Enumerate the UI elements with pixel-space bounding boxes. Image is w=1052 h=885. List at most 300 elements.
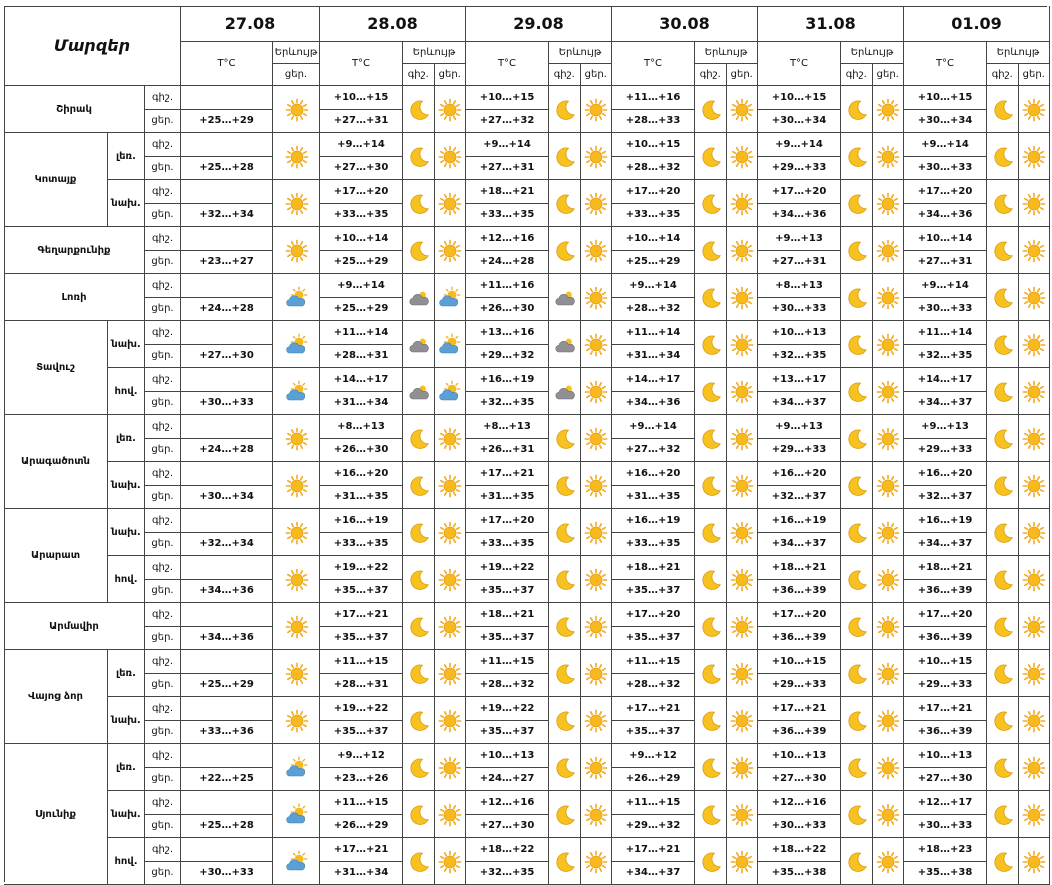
moon-icon [407, 756, 431, 780]
night-temp: +8…+13 [758, 274, 841, 298]
night-temp: +16…+19 [904, 509, 987, 533]
moon-icon [407, 803, 431, 827]
day-temp: +25…+29 [320, 298, 403, 322]
moon-icon [845, 192, 869, 216]
sub-zone-label: նախ. [108, 180, 145, 227]
moon-icon [553, 192, 577, 216]
night-temp [181, 650, 273, 674]
night-label: գիշ. [145, 321, 181, 345]
day-label: ցեր. [145, 392, 181, 416]
sun-icon [730, 662, 754, 686]
day-temp: +30…+33 [758, 298, 841, 322]
region-name: Սյունիք [4, 744, 108, 885]
sun-icon [876, 662, 900, 686]
night-temp: +17…+21 [904, 697, 987, 721]
day-temp: +31…+35 [466, 486, 549, 510]
date-header: 29.08 [466, 6, 612, 42]
sun-icon [876, 98, 900, 122]
moon-icon [407, 427, 431, 451]
day-label: ցեր. [273, 64, 320, 86]
sun-icon [1022, 145, 1046, 169]
sun-icon [730, 333, 754, 357]
night-temp: +13…+16 [466, 321, 549, 345]
sun-icon [730, 286, 754, 310]
moon-icon [407, 521, 431, 545]
day-temp: +35…+37 [320, 580, 403, 604]
day-label: ցեր. [873, 64, 905, 86]
sub-zone-label: նախ. [108, 462, 145, 509]
night-temp: +16…+20 [612, 462, 695, 486]
night-temp: +9…+14 [904, 133, 987, 157]
day-label: ցեր. [145, 486, 181, 510]
sun-icon [438, 98, 462, 122]
sun-icon [1022, 98, 1046, 122]
region-name: Արագածոտն [4, 415, 108, 509]
night-temp: +9…+14 [466, 133, 549, 157]
moon-icon [407, 145, 431, 169]
night-temp: +10…+14 [612, 227, 695, 251]
temp-header: T°C [612, 42, 695, 86]
day-temp: +30…+33 [904, 298, 987, 322]
moon-icon [553, 709, 577, 733]
moon-icon [699, 474, 723, 498]
sub-zone-label: հով. [108, 368, 145, 415]
partly-cloudy-icon [285, 803, 309, 827]
night-temp: +17…+20 [466, 509, 549, 533]
night-temp: +19…+22 [466, 697, 549, 721]
night-temp: +9…+14 [320, 133, 403, 157]
night-temp: +10…+15 [466, 86, 549, 110]
temp-header: T°C [758, 42, 841, 86]
moon-icon [991, 192, 1015, 216]
day-temp: +27…+32 [466, 110, 549, 134]
cloud-icon [553, 333, 577, 357]
sub-zone-label: նախ. [108, 697, 145, 744]
day-temp: +33…+35 [612, 533, 695, 557]
day-temp: +26…+29 [320, 815, 403, 839]
moon-icon [553, 521, 577, 545]
day-label: ցեր. [145, 157, 181, 181]
night-label: գիշ. [145, 791, 181, 815]
sun-icon [285, 709, 309, 733]
day-temp: +29…+33 [758, 439, 841, 463]
day-temp: +31…+35 [612, 486, 695, 510]
moon-icon [845, 286, 869, 310]
sub-zone-label: նախ. [108, 509, 145, 556]
night-temp: +10…+15 [612, 133, 695, 157]
temp-header: T°C [466, 42, 549, 86]
moon-icon [553, 145, 577, 169]
sun-icon [584, 380, 608, 404]
night-label: գիշ. [145, 462, 181, 486]
day-temp: +35…+37 [612, 627, 695, 651]
night-temp: +12…+17 [904, 791, 987, 815]
sub-zone-label: լեռ. [108, 133, 145, 180]
sun-icon [438, 192, 462, 216]
sun-icon [584, 521, 608, 545]
sun-icon [730, 756, 754, 780]
moon-icon [699, 803, 723, 827]
day-temp: +35…+38 [758, 862, 841, 885]
night-temp: +9…+14 [758, 133, 841, 157]
night-temp [181, 744, 273, 768]
day-temp: +30…+34 [758, 110, 841, 134]
sun-icon [285, 98, 309, 122]
night-temp: +11…+15 [320, 650, 403, 674]
sun-icon [438, 145, 462, 169]
night-temp: +13…+17 [758, 368, 841, 392]
sun-icon [730, 568, 754, 592]
region-name: Գեղարքունիք [4, 227, 145, 274]
moon-icon [845, 380, 869, 404]
sun-icon [876, 615, 900, 639]
moon-icon [991, 568, 1015, 592]
day-temp: +33…+35 [320, 533, 403, 557]
night-temp: +16…+19 [612, 509, 695, 533]
day-temp: +32…+35 [466, 862, 549, 885]
day-label: ցեր. [145, 768, 181, 792]
date-header: 30.08 [612, 6, 758, 42]
day-temp: +32…+37 [904, 486, 987, 510]
sun-icon [438, 239, 462, 263]
moon-icon [845, 145, 869, 169]
day-temp: +28…+32 [612, 157, 695, 181]
night-temp: +11…+15 [466, 650, 549, 674]
partly-cloudy-icon [285, 850, 309, 874]
moon-icon [845, 709, 869, 733]
moon-icon [699, 98, 723, 122]
day-temp: +36…+39 [904, 721, 987, 745]
sun-icon [584, 568, 608, 592]
day-temp: +25…+28 [181, 815, 273, 839]
moon-icon [699, 192, 723, 216]
night-temp [181, 462, 273, 486]
sun-icon [876, 709, 900, 733]
day-temp: +36…+39 [758, 580, 841, 604]
night-temp [181, 368, 273, 392]
day-temp: +29…+32 [612, 815, 695, 839]
moon-icon [845, 615, 869, 639]
moon-icon [553, 98, 577, 122]
day-temp: +33…+35 [466, 533, 549, 557]
sun-icon [1022, 239, 1046, 263]
moon-icon [991, 615, 1015, 639]
moon-icon [991, 380, 1015, 404]
moon-icon [845, 333, 869, 357]
day-temp: +24…+28 [466, 251, 549, 275]
night-temp: +10…+13 [758, 744, 841, 768]
night-label: գիշ. [145, 509, 181, 533]
sun-icon [730, 145, 754, 169]
moon-icon [407, 239, 431, 263]
sun-icon [584, 192, 608, 216]
sun-icon [876, 286, 900, 310]
moon-icon [845, 756, 869, 780]
night-label: գիշ. [145, 180, 181, 204]
day-temp: +30…+33 [904, 815, 987, 839]
moon-icon [699, 333, 723, 357]
weather-header: Երևույթ [273, 42, 320, 64]
moon-icon [991, 474, 1015, 498]
day-temp: +23…+26 [320, 768, 403, 792]
night-temp: +10…+13 [466, 744, 549, 768]
day-temp: +36…+39 [758, 721, 841, 745]
night-temp: +18…+21 [904, 556, 987, 580]
day-temp: +32…+37 [758, 486, 841, 510]
day-temp: +24…+27 [466, 768, 549, 792]
night-temp: +9…+13 [758, 415, 841, 439]
sun-icon [876, 474, 900, 498]
day-temp: +34…+37 [758, 533, 841, 557]
sun-icon [438, 756, 462, 780]
night-temp [181, 838, 273, 862]
day-temp: +32…+34 [181, 204, 273, 228]
day-temp: +35…+37 [466, 627, 549, 651]
night-label: գիշ. [145, 133, 181, 157]
day-temp: +26…+30 [320, 439, 403, 463]
sun-icon [438, 615, 462, 639]
night-temp: +10…+14 [904, 227, 987, 251]
day-temp: +25…+28 [181, 157, 273, 181]
day-label: ցեր. [145, 345, 181, 369]
cloud-icon [407, 380, 431, 404]
sun-icon [876, 427, 900, 451]
day-temp: +34…+36 [181, 580, 273, 604]
day-temp: +35…+37 [320, 627, 403, 651]
region-name: Լոռի [4, 274, 145, 321]
day-label: ցեր. [145, 815, 181, 839]
page-title: Մարզեր [4, 6, 181, 86]
moon-icon [407, 474, 431, 498]
day-temp: +27…+31 [466, 157, 549, 181]
cloud-icon [553, 380, 577, 404]
moon-icon [699, 521, 723, 545]
night-temp: +8…+13 [466, 415, 549, 439]
day-temp: +35…+37 [612, 721, 695, 745]
night-temp: +18…+23 [904, 838, 987, 862]
moon-icon [845, 239, 869, 263]
day-temp: +27…+32 [612, 439, 695, 463]
night-label: գիշ. [145, 697, 181, 721]
sun-icon [730, 98, 754, 122]
moon-icon [845, 568, 869, 592]
sun-icon [285, 521, 309, 545]
night-temp: +11…+15 [320, 791, 403, 815]
moon-icon [699, 380, 723, 404]
night-temp: +11…+16 [612, 86, 695, 110]
region-name: Տավուշ [4, 321, 108, 415]
partly-cloudy-icon [285, 286, 309, 310]
night-temp: +10…+15 [320, 86, 403, 110]
night-temp: +17…+20 [758, 603, 841, 627]
day-temp: +34…+37 [904, 533, 987, 557]
day-temp: +27…+30 [181, 345, 273, 369]
date-header: 27.08 [181, 6, 320, 42]
night-temp: +10…+15 [758, 650, 841, 674]
day-temp: +35…+37 [466, 580, 549, 604]
temp-header: T°C [181, 42, 273, 86]
day-temp: +29…+33 [758, 674, 841, 698]
day-temp: +24…+28 [181, 298, 273, 322]
sun-icon [876, 850, 900, 874]
day-temp: +30…+33 [181, 862, 273, 885]
sun-icon [438, 850, 462, 874]
sun-icon [584, 239, 608, 263]
moon-icon [991, 521, 1015, 545]
moon-icon [845, 521, 869, 545]
night-temp: +19…+22 [320, 697, 403, 721]
night-temp: +17…+21 [320, 838, 403, 862]
sun-icon [438, 521, 462, 545]
sun-icon [730, 615, 754, 639]
day-temp: +29…+33 [904, 674, 987, 698]
moon-icon [699, 568, 723, 592]
moon-icon [553, 474, 577, 498]
sun-icon [285, 239, 309, 263]
sun-icon [285, 427, 309, 451]
moon-icon [991, 98, 1015, 122]
day-temp: +32…+35 [466, 392, 549, 416]
night-temp: +17…+21 [612, 838, 695, 862]
night-label: գիշ. [695, 64, 727, 86]
night-temp: +17…+21 [612, 697, 695, 721]
sun-icon [876, 568, 900, 592]
day-temp: +34…+36 [904, 204, 987, 228]
sun-icon [730, 709, 754, 733]
sun-icon [584, 145, 608, 169]
day-label: ցեր. [145, 674, 181, 698]
sun-icon [285, 145, 309, 169]
day-temp: +27…+30 [320, 157, 403, 181]
day-temp: +32…+34 [181, 533, 273, 557]
moon-icon [845, 427, 869, 451]
day-label: ցեր. [145, 862, 181, 885]
night-temp: +8…+13 [320, 415, 403, 439]
night-temp: +14…+17 [612, 368, 695, 392]
partly-cloudy-icon [285, 333, 309, 357]
night-temp: +17…+20 [904, 603, 987, 627]
sun-icon [584, 803, 608, 827]
day-label: ցեր. [581, 64, 613, 86]
night-label: գիշ. [145, 838, 181, 862]
weather-header: Երևույթ [695, 42, 758, 64]
sun-icon [438, 568, 462, 592]
day-temp: +28…+32 [612, 298, 695, 322]
night-temp: +17…+20 [904, 180, 987, 204]
sun-icon [1022, 521, 1046, 545]
sun-icon [730, 521, 754, 545]
sun-icon [584, 474, 608, 498]
night-temp: +10…+15 [904, 86, 987, 110]
night-temp: +11…+15 [612, 650, 695, 674]
partly-cloudy-icon [285, 756, 309, 780]
sun-icon [584, 662, 608, 686]
night-temp: +9…+13 [758, 227, 841, 251]
night-temp: +10…+13 [904, 744, 987, 768]
day-temp: +26…+30 [466, 298, 549, 322]
sun-icon [876, 380, 900, 404]
moon-icon [407, 98, 431, 122]
moon-icon [407, 662, 431, 686]
sun-icon [584, 427, 608, 451]
day-temp: +23…+27 [181, 251, 273, 275]
region-name: Կոտայք [4, 133, 108, 227]
night-temp: +11…+14 [904, 321, 987, 345]
night-temp: +10…+15 [904, 650, 987, 674]
night-temp [181, 415, 273, 439]
moon-icon [699, 662, 723, 686]
night-temp: +16…+19 [758, 509, 841, 533]
sun-icon [730, 474, 754, 498]
night-temp: +9…+14 [612, 415, 695, 439]
day-temp: +27…+31 [320, 110, 403, 134]
moon-icon [553, 568, 577, 592]
moon-icon [553, 427, 577, 451]
day-temp: +29…+33 [904, 439, 987, 463]
moon-icon [845, 850, 869, 874]
day-temp: +34…+36 [181, 627, 273, 651]
day-temp: +33…+35 [466, 204, 549, 228]
day-temp: +32…+35 [904, 345, 987, 369]
night-temp: +11…+14 [612, 321, 695, 345]
sun-icon [285, 568, 309, 592]
partly-cloudy-icon [438, 380, 462, 404]
sub-zone-label: լեռ. [108, 415, 145, 462]
moon-icon [845, 662, 869, 686]
night-temp [181, 697, 273, 721]
sun-icon [438, 427, 462, 451]
sun-icon [730, 239, 754, 263]
date-header: 01.09 [904, 6, 1050, 42]
night-temp: +17…+21 [320, 603, 403, 627]
partly-cloudy-icon [285, 380, 309, 404]
moon-icon [991, 662, 1015, 686]
night-temp: +12…+16 [758, 791, 841, 815]
day-label: ցեր. [145, 533, 181, 557]
partly-cloudy-icon [438, 333, 462, 357]
day-temp: +31…+34 [320, 392, 403, 416]
sun-icon [1022, 568, 1046, 592]
weather-header: Երևույթ [841, 42, 904, 64]
night-temp: +19…+22 [320, 556, 403, 580]
night-temp: +12…+16 [466, 791, 549, 815]
day-label: ցեր. [145, 298, 181, 322]
sub-zone-label: հով. [108, 838, 145, 885]
moon-icon [845, 803, 869, 827]
moon-icon [407, 709, 431, 733]
day-temp: +35…+37 [320, 721, 403, 745]
day-temp: +25…+29 [181, 674, 273, 698]
moon-icon [699, 427, 723, 451]
date-header: 31.08 [758, 6, 904, 42]
sun-icon [438, 662, 462, 686]
night-label: գիշ. [145, 415, 181, 439]
sub-zone-label: լեռ. [108, 744, 145, 791]
night-label: գիշ. [145, 650, 181, 674]
night-temp [181, 603, 273, 627]
day-temp: +36…+39 [904, 627, 987, 651]
sun-icon [438, 474, 462, 498]
day-temp: +28…+32 [466, 674, 549, 698]
night-temp: +16…+19 [466, 368, 549, 392]
night-label: գիշ. [145, 368, 181, 392]
sun-icon [584, 615, 608, 639]
day-temp: +27…+30 [466, 815, 549, 839]
moon-icon [845, 98, 869, 122]
day-temp: +30…+33 [181, 392, 273, 416]
day-temp: +28…+31 [320, 345, 403, 369]
day-temp: +34…+37 [612, 862, 695, 885]
